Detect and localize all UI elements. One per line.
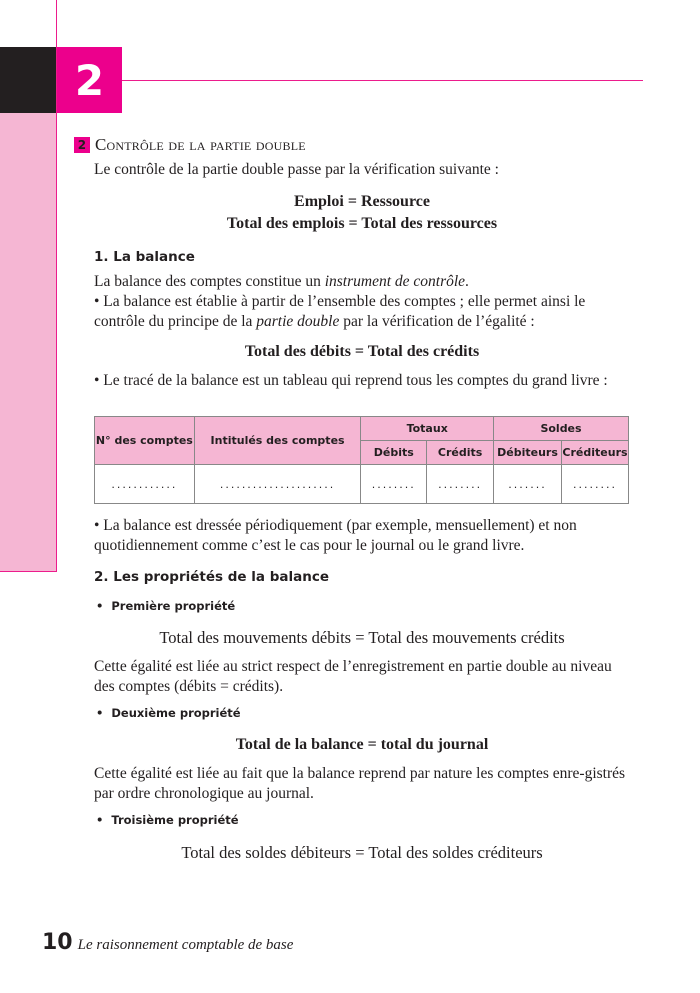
section-title — [74, 135, 306, 155]
label-text: Première propriété — [111, 599, 236, 613]
cell-debits: ........ — [361, 465, 427, 504]
property-2-text: Cette égalité est liée au fait que la balance reprend par nature les comptes enre-gistrés par ordre chronologique au journal. — [94, 765, 626, 802]
text: • La balance est établie à partir de l’ensemble des comptes ; elle permet ainsi le contrôle du principe de la — [94, 293, 586, 330]
property-1-text: Cette égalité est liée au strict respect de l’enregistrement en partie double au niveau des comptes (débits = crédits). — [94, 658, 612, 695]
property-2-formula: Total de la balance = total du journal — [235, 736, 489, 753]
text: par la vérification de l’égalité : — [339, 313, 535, 330]
table-row — [95, 465, 629, 504]
property-3-label — [96, 813, 239, 827]
subheading-balance: 1. La balance — [94, 249, 195, 265]
section-title-text: Contrôle de la partie double — [95, 135, 306, 154]
page-footer — [42, 930, 293, 955]
cell-debiteurs: ....... — [494, 465, 562, 504]
text: . — [465, 273, 469, 290]
property-2-label — [96, 706, 241, 720]
property-1-label — [96, 599, 235, 613]
cell-credits: ........ — [427, 465, 494, 504]
col-group-totaux: Totaux — [361, 417, 494, 441]
col-group-soldes: Soldes — [494, 417, 629, 441]
emphasis: instrument de contrôle — [324, 273, 466, 290]
balance-definition — [94, 272, 634, 292]
label-text: Deuxième propriété — [111, 706, 241, 720]
sidebar-band — [0, 113, 57, 572]
text: La balance des comptes constitue un — [94, 273, 325, 290]
col-crediteurs: Créditeurs — [561, 441, 628, 465]
col-credits: Crédits — [427, 441, 494, 465]
col-debiteurs: Débiteurs — [494, 441, 562, 465]
chapter-tab-black — [0, 47, 57, 113]
cell-num: ............ — [95, 465, 195, 504]
property-3-formula: Total des soldes débiteurs = Total des soldes créditeurs — [181, 843, 543, 862]
balance-table — [94, 416, 629, 504]
formula-emploi: Emploi = Ressource — [294, 193, 430, 210]
label-text: Troisième propriété — [111, 813, 239, 827]
section-intro: Le contrôle de la partie double passe par la vérification suivante : — [94, 161, 499, 178]
bullet: • — [96, 599, 104, 613]
page-number: 10 — [42, 930, 73, 955]
balance-trace-paragraph: • Le tracé de la balance est un tableau qui reprend tous les comptes du grand livre : — [94, 372, 608, 389]
section-number-badge: 2 — [74, 137, 90, 153]
header-rule — [122, 80, 643, 81]
col-debits: Débits — [361, 441, 427, 465]
bullet: • — [96, 706, 104, 720]
cell-crediteurs: ........ — [561, 465, 628, 504]
balance-paragraph — [94, 292, 634, 332]
formula-debits-credits: Total des débits = Total des crédits — [244, 343, 480, 360]
emphasis: partie double — [256, 313, 340, 330]
bullet: • — [96, 813, 104, 827]
balance-periodic-paragraph: • La balance est dressée périodiquement (par exemple, mensuellement) et non quotidiennement comme c’est le cas pour le journal ou le grand livre. — [94, 517, 577, 554]
book-title: Le raisonnement comptable de base — [77, 937, 294, 953]
subheading-properties: 2. Les propriétés de la balance — [94, 569, 329, 585]
property-1-formula: Total des mouvements débits = Total des mouvements crédits — [159, 628, 565, 647]
col-num: N° des comptes — [95, 417, 195, 465]
col-intitules: Intitulés des comptes — [194, 417, 361, 465]
cell-intitule: ..................... — [194, 465, 361, 504]
formula-total-emplois: Total des emplois = Total des ressources — [226, 215, 498, 232]
chapter-number: 2 — [57, 47, 122, 113]
